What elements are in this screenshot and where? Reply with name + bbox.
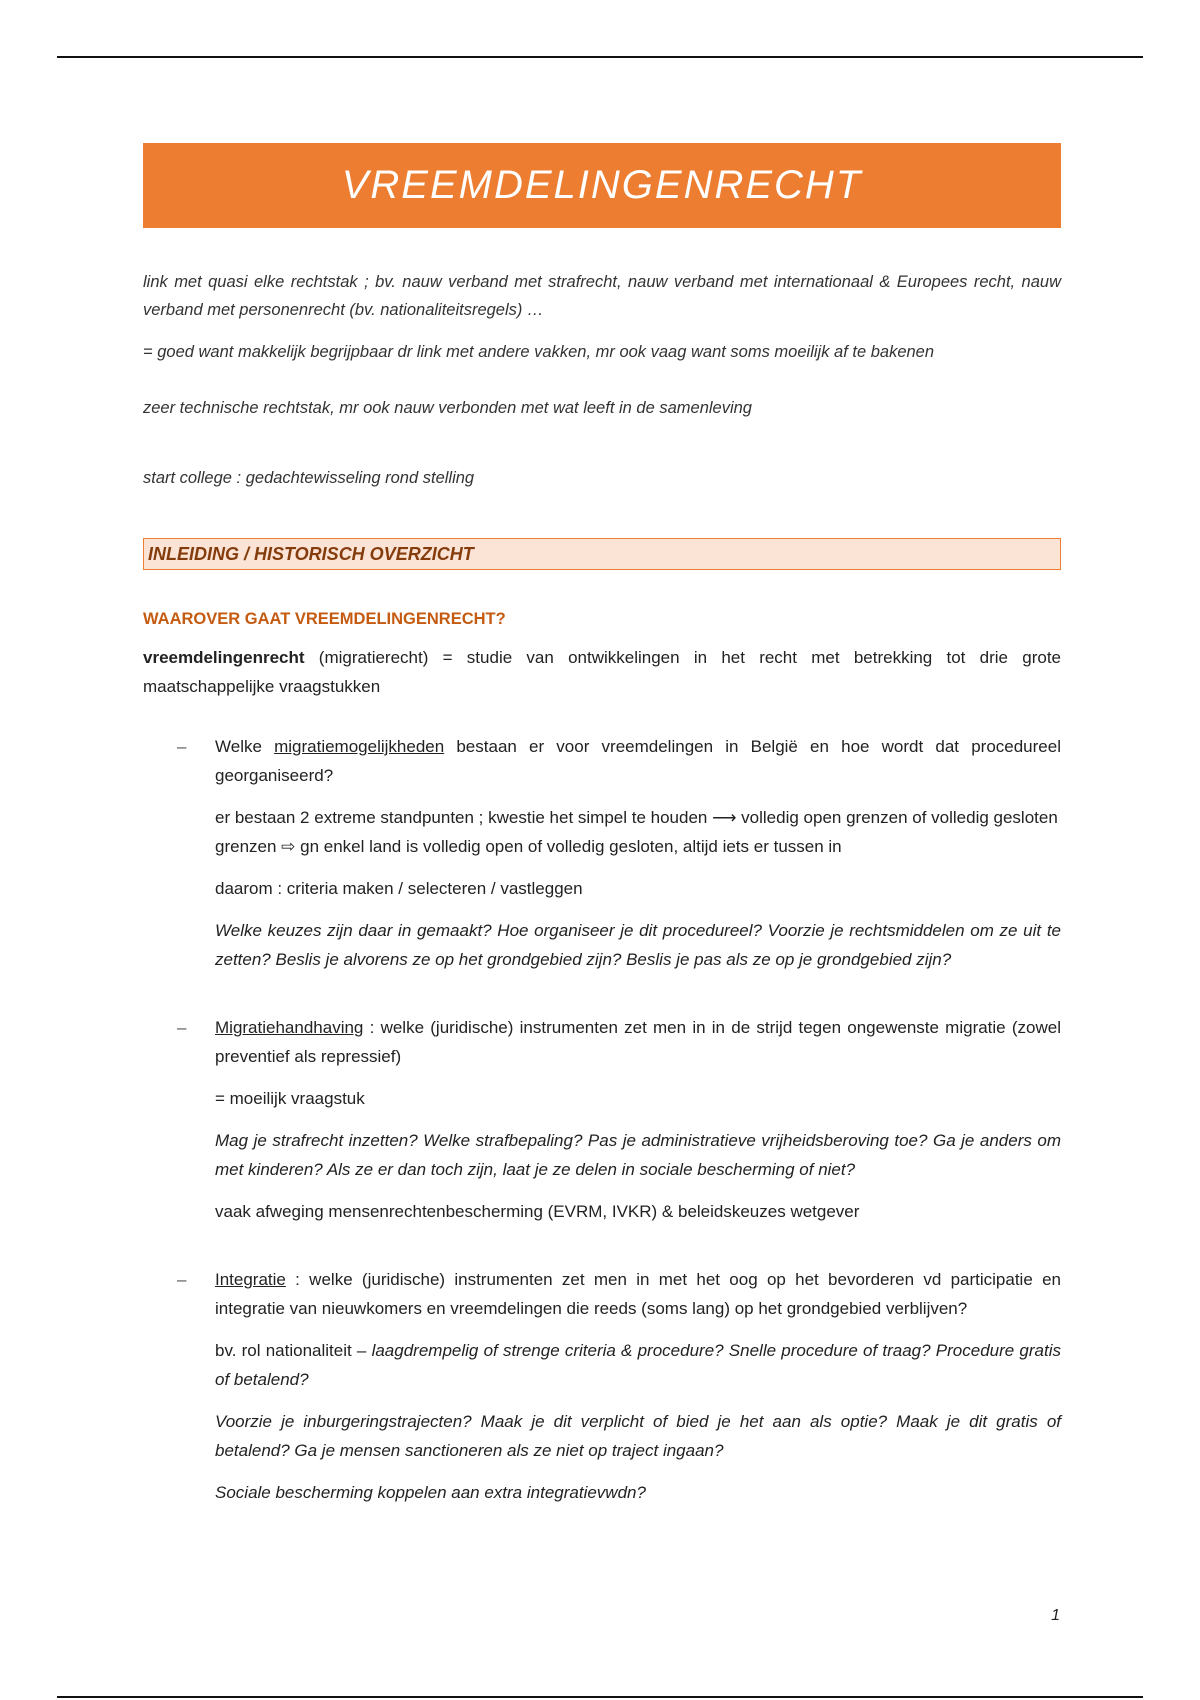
bullet-lead xyxy=(215,732,1061,790)
subsection-heading: WAAROVER GAAT VREEMDELINGENRECHT? xyxy=(143,610,506,628)
definition-paragraph xyxy=(143,643,1061,701)
document-title: VREEMDELINGENRECHT xyxy=(341,163,863,207)
bullet-lead xyxy=(215,1265,1061,1323)
topic-list xyxy=(143,732,1061,1507)
list-item xyxy=(143,1013,1061,1226)
example-text: laagdrempelig of strenge criteria & procedure? Snelle procedure of traag? Procedure gratis of betalend? xyxy=(215,1341,1061,1389)
bullet-marker: – xyxy=(177,737,187,756)
bullet-text: Welke xyxy=(215,737,275,756)
bullet-paragraph: er bestaan 2 extreme standpunten ; kwestie het simpel te houden ⟶ volledig open grenzen of volledig gesloten grenzen ⇨ gn enkel land is volledig open of volledig gesloten, altijd iets er tussen in xyxy=(215,808,1058,856)
bullet-paragraph: vaak afweging mensenrechtenbescherming (EVRM, IVKR) & beleidskeuzes wetgever xyxy=(215,1202,860,1221)
bullet-term: Integratie xyxy=(215,1270,286,1289)
definition-term: vreemdelingenrecht xyxy=(143,648,305,667)
bullet-paragraph: daarom : criteria maken / selecteren / vastleggen xyxy=(215,879,583,898)
definition-text: (migratierecht) = studie van ontwikkelingen in het recht met betrekking tot drie grote maatschappelijke vraagstukken xyxy=(143,648,1061,696)
bullet-paragraph xyxy=(215,1336,1061,1394)
bullet-text: : welke (juridische) instrumenten zet men in met het oog op het bevorderen vd participatie en integratie van nieuwkomers en vreemdelingen die reeds (soms lang) op het grondgebied verblijven? xyxy=(215,1270,1061,1318)
example-prefix: bv. rol nationaliteit – xyxy=(215,1341,372,1360)
bullet-paragraph: Sociale bescherming koppelen aan extra integratievwdn? xyxy=(215,1483,646,1502)
intro-paragraph: link met quasi elke rechtstak ; bv. nauw verband met strafrecht, nauw verband met internationaal & Europees recht, nauw verband met personenrecht (bv. nationaliteitsregels) … xyxy=(143,273,1061,319)
page-content xyxy=(143,143,1061,1507)
bullet-marker: – xyxy=(177,1018,187,1037)
bullet-paragraph: Welke keuzes zijn daar in gemaakt? Hoe organiseer je dit procedureel? Voorzie je rechtsmiddelen om ze uit te zetten? Beslis je alvorens ze op het grondgebied zijn? Beslis je pas als ze op je grondgebied zijn? xyxy=(215,921,1061,969)
title-banner xyxy=(143,143,1061,228)
page-number: 1 xyxy=(1051,1607,1060,1624)
intro-paragraph: start college : gedachtewisseling rond stelling xyxy=(143,469,475,487)
bullet-paragraph: Voorzie je inburgeringstrajecten? Maak je dit verplicht of bied je het aan als optie? Maak je dit gratis of betalend? Ga je mensen sanctioneren als ze niet op traject ingaan? xyxy=(215,1412,1061,1460)
bullet-paragraph: Mag je strafrecht inzetten? Welke strafbepaling? Pas je administratieve vrijheidsberoving toe? Ga je anders om met kinderen? Als ze er dan toch zijn, laat je ze delen in sociale bescherming of niet? xyxy=(215,1131,1061,1179)
intro-paragraph: = goed want makkelijk begrijpbaar dr link met andere vakken, mr ook vaag want soms moeilijk af te bakenen xyxy=(143,343,935,361)
list-item xyxy=(143,1265,1061,1507)
bullet-term: migratiemogelijkheden xyxy=(274,737,445,756)
header-rule xyxy=(57,56,1143,58)
bullet-paragraph: = moeilijk vraagstuk xyxy=(215,1089,365,1108)
intro-paragraph: zeer technische rechtstak, mr ook nauw verbonden met wat leeft in de samenleving xyxy=(143,399,752,417)
footer-rule xyxy=(57,1696,1143,1698)
bullet-marker: – xyxy=(177,1270,187,1289)
bullet-term: Migratiehandhaving xyxy=(215,1018,364,1037)
bullet-text: bestaan er voor vreemdelingen in België en hoe wordt dat procedureel georganiseerd? xyxy=(215,737,1061,785)
bullet-text: : welke (juridische) instrumenten zet men in in de strijd tegen ongewenste migratie (zowel preventief als repressief) xyxy=(215,1018,1061,1066)
list-item xyxy=(143,732,1061,974)
section-heading-text: INLEIDING / HISTORISCH OVERZICHT xyxy=(148,543,474,564)
bullet-lead xyxy=(215,1013,1061,1071)
section-heading xyxy=(143,538,1061,570)
